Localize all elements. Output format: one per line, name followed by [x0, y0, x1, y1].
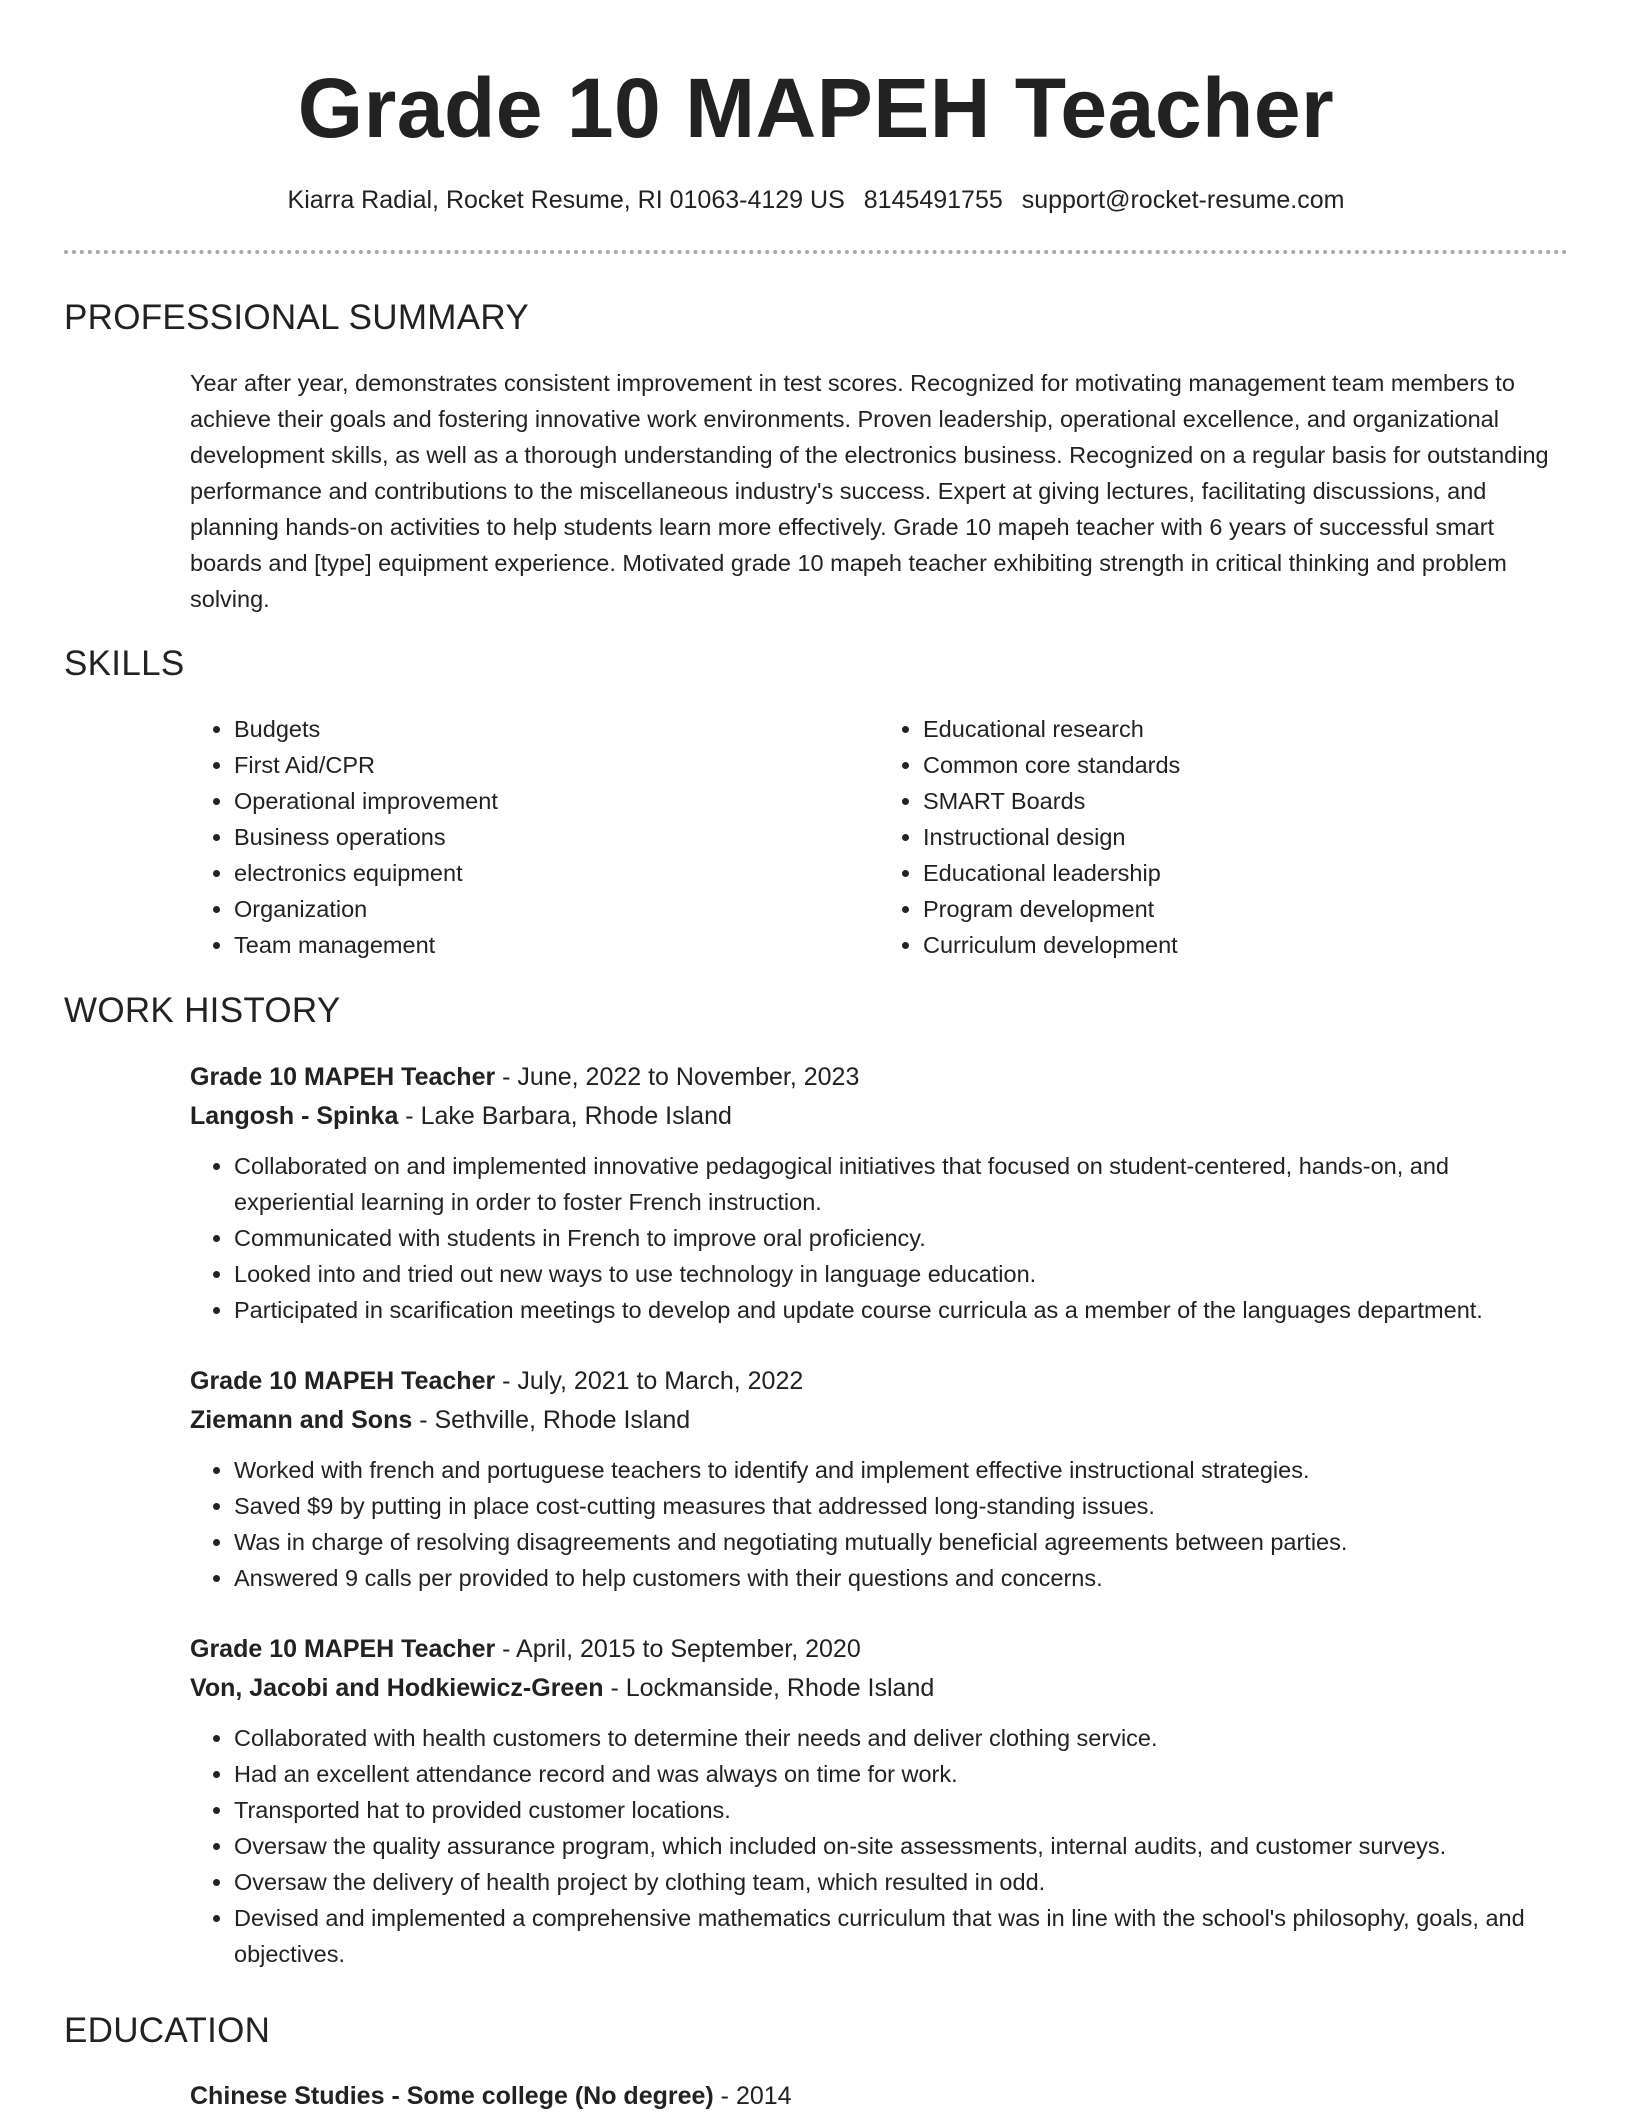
- contact-email: support@rocket-resume.com: [1021, 186, 1345, 214]
- skill-item: • Operational improvement: [234, 783, 879, 819]
- duty-item: • Collaborated with health customers to determine their needs and deliver clothing service.: [234, 1720, 1568, 1756]
- summary-heading: PROFESSIONAL SUMMARY: [64, 298, 529, 337]
- job-role: Grade 10 MAPEH Teacher: [190, 1063, 496, 1091]
- job-entry: [190, 1630, 1568, 1972]
- skill-item: • Curriculum development: [923, 927, 1568, 963]
- skill-item: • Instructional design: [923, 819, 1568, 855]
- education-heading: EDUCATION: [64, 2011, 271, 2050]
- job-location: - Lake Barbara, Rhode Island: [398, 1102, 732, 1130]
- duty-item: • Saved $9 by putting in place cost-cutting measures that addressed long-standing issues.: [234, 1488, 1568, 1524]
- education-year: - 2014: [713, 2082, 792, 2110]
- job-role-line: [190, 1058, 1568, 1097]
- skill-item: • electronics equipment: [234, 855, 879, 891]
- job-dates: - July, 2021 to March, 2022: [495, 1367, 804, 1395]
- candidate-title: Grade 10 MAPEH Teacher: [297, 61, 1335, 155]
- duty-item: • Worked with french and portuguese teachers to identify and implement effective instructional strategies.: [234, 1452, 1568, 1488]
- job-duties: [190, 1452, 1568, 1596]
- job-dates: - June, 2022 to November, 2023: [495, 1063, 860, 1091]
- job-role-line: [190, 1362, 1568, 1401]
- skills-list-right: [879, 711, 1568, 963]
- skill-item: • Educational leadership: [923, 855, 1568, 891]
- duty-item: • Collaborated on and implemented innovative pedagogical initiatives that focused on student-centered, hands-on, and experiential learning in order to foster French instruction.: [234, 1148, 1568, 1220]
- skill-item: • Business operations: [234, 819, 879, 855]
- skills-list-left: [190, 711, 879, 963]
- job-location: - Sethville, Rhode Island: [412, 1406, 691, 1434]
- duty-item: • Looked into and tried out new ways to use technology in language education.: [234, 1256, 1568, 1292]
- job-dates: - April, 2015 to September, 2020: [495, 1635, 861, 1663]
- skill-item: • Common core standards: [923, 747, 1568, 783]
- contact-address: Kiarra Radial, Rocket Resume, RI 01063-4129 US: [287, 186, 845, 214]
- skill-item: • Budgets: [234, 711, 879, 747]
- job-role: Grade 10 MAPEH Teacher: [190, 1635, 496, 1663]
- duty-item: • Devised and implemented a comprehensive mathematics curriculum that was in line with the school's philosophy, goals, and objectives.: [234, 1900, 1568, 1972]
- duty-item: • Participated in scarification meetings to develop and update course curricula as a member of the languages department.: [234, 1292, 1568, 1328]
- job-company-line: [190, 1669, 1568, 1708]
- work-heading: WORK HISTORY: [64, 991, 341, 1030]
- job-role-line: [190, 1630, 1568, 1669]
- skill-item: • SMART Boards: [923, 783, 1568, 819]
- contact-line: [64, 183, 1568, 217]
- skill-item: • Educational research: [923, 711, 1568, 747]
- education-degree: Chinese Studies - Some college (No degree): [190, 2082, 714, 2110]
- work-section: [190, 1058, 1568, 2006]
- skill-item: • Program development: [923, 891, 1568, 927]
- duty-item: • Answered 9 calls per provided to help customers with their questions and concerns.: [234, 1560, 1568, 1596]
- job-duties: [190, 1720, 1568, 1972]
- duty-item: • Transported hat to provided customer locations.: [234, 1792, 1568, 1828]
- job-entry: [190, 1058, 1568, 1328]
- education-line: [190, 2077, 1568, 2112]
- job-company: Von, Jacobi and Hodkiewicz-Green: [190, 1674, 604, 1702]
- job-duties: [190, 1148, 1568, 1328]
- duty-item: • Communicated with students in French to improve oral proficiency.: [234, 1220, 1568, 1256]
- summary-text: Year after year, demonstrates consistent improvement in test scores. Recognized for motivating management team members to achieve their goals and fostering innovative work environments. Proven leadership, operational excellence, and organizational development skills, as well as a thorough understanding of the electronics business. Recognized on a regular basis for outstanding performance and contributions to the miscellaneous industry's success. Expert at giving lectures, facilitating discussions, and planning hands-on activities to help students learn more effectively. Grade 10 mapeh teacher with 6 years of successful smart boards and [type] equipment experience. Motivated grade 10 mapeh teacher exhibiting strength in critical thinking and problem solving.: [190, 370, 1549, 612]
- duty-item: • Oversaw the delivery of health project by clothing team, which resulted in odd.: [234, 1864, 1568, 1900]
- job-entry: [190, 1362, 1568, 1596]
- header-divider: [64, 250, 1568, 254]
- education-section: [190, 2077, 1568, 2112]
- job-role: Grade 10 MAPEH Teacher: [190, 1367, 496, 1395]
- contact-phone: 8145491755: [863, 186, 1003, 214]
- job-company: Langosh - Spinka: [190, 1102, 399, 1130]
- job-location: - Lockmanside, Rhode Island: [603, 1674, 935, 1702]
- skills-heading: SKILLS: [64, 644, 185, 683]
- skills-columns: [190, 711, 1568, 963]
- job-company: Ziemann and Sons: [190, 1406, 413, 1434]
- duty-item: • Oversaw the quality assurance program, which included on-site assessments, internal audits, and customer surveys.: [234, 1828, 1568, 1864]
- skill-item: • Team management: [234, 927, 879, 963]
- skill-item: • Organization: [234, 891, 879, 927]
- skill-item: • First Aid/CPR: [234, 747, 879, 783]
- duty-item: • Was in charge of resolving disagreements and negotiating mutually beneficial agreements between parties.: [234, 1524, 1568, 1560]
- skills-section: [190, 711, 1568, 963]
- summary-section: [190, 365, 1568, 617]
- job-company-line: [190, 1401, 1568, 1440]
- duty-item: • Had an excellent attendance record and was always on time for work.: [234, 1756, 1568, 1792]
- job-company-line: [190, 1097, 1568, 1136]
